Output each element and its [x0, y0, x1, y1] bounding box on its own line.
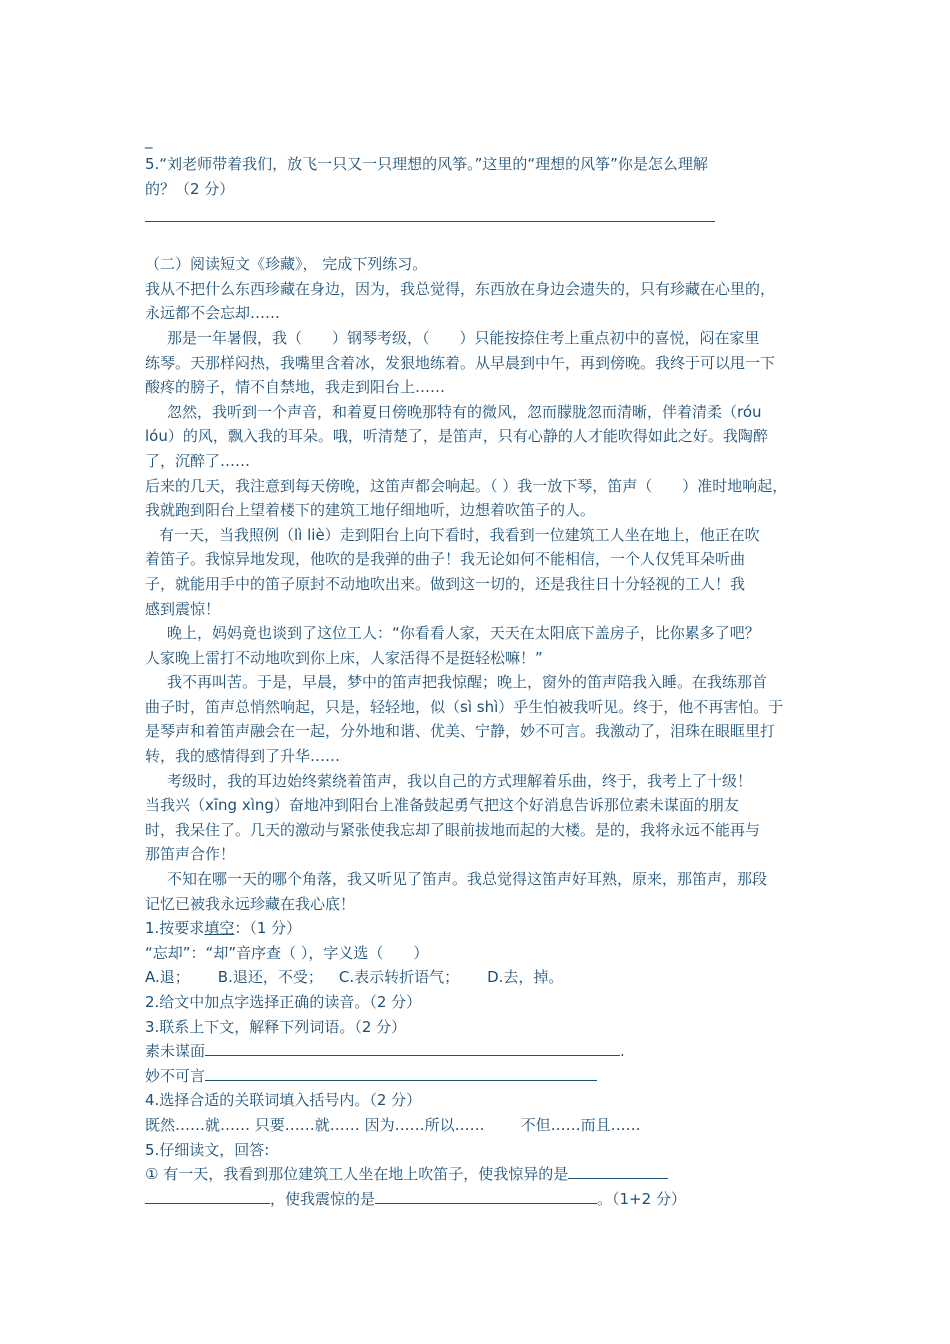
- passage-line: 转，我的感情得到了升华……: [145, 747, 341, 766]
- passage-line: 我从不把什么东西珍藏在身边，因为，我总觉得，东西放在身边会遗失的，只有珍藏在心里的，: [145, 279, 776, 298]
- passage-line: 记忆已被我永远珍藏在我心底！: [145, 894, 356, 913]
- q3-item1: [145, 1039, 821, 1064]
- passage-line: 子，就能用手中的笛子原封不动地吹出来。做到这一切的，还是我往日十分轻视的工人！我: [145, 574, 746, 593]
- q5a-answer-line[interactable]: [145, 201, 715, 222]
- passage-line: 我不再叫苦。于是，早晨，梦中的笛声把我惊醒；晚上，窗外的笛声陪我入睡。在我练那首: [167, 673, 768, 692]
- q5-title: 5.仔细读文，回答:: [145, 1140, 270, 1159]
- passage-line: 那笛声合作！: [145, 845, 236, 864]
- passage-line: 人家晚上雷打不动地吹到你上床，人家活得不是挺轻松嘛！”: [145, 648, 543, 667]
- passage-line: 是琴声和着笛声融会在一起，分外地和谐、优美、宁静，妙不可言。我激动了，泪珠在眼眶里打: [145, 722, 776, 741]
- passage-line: 考级时，我的耳边始终萦绕着笛声，我以自己的方式理解着乐曲，终于，我考上了十级！: [167, 771, 753, 790]
- passage-line: 有一天，当我照例（lì liè）走到阳台上向下看时，我看到一位建筑工人坐在地上，他正在吹: [159, 525, 760, 544]
- passage-line: 忽然，我听到一个声音，和着夏日傍晚那特有的微风，忽而朦胧忽而清晰，伴着清柔（róu: [167, 402, 762, 421]
- q1-option-d: D.去，掉。: [487, 968, 564, 987]
- passage-line: 了，沉醉了……: [145, 451, 251, 470]
- q3-term1-end: .: [620, 1042, 625, 1061]
- passage: [145, 277, 821, 916]
- q1-option-a: A.退；: [145, 968, 190, 987]
- q4-word-3: 因为……所以……: [364, 1115, 485, 1134]
- passage-line: 着笛子。我惊异地发现，他吹的是我弹的曲子！我无论如何不能相信，一个人仅凭耳朵听曲: [145, 550, 746, 569]
- q5-1-mid: ，使我震惊的是: [270, 1189, 376, 1208]
- passage-line: 不知在哪一天的哪个角落，我又听见了笛声。我总觉得这笛声好耳熟，原来，那笛声，那段: [167, 870, 768, 889]
- q1-underlined: 填空: [204, 919, 235, 938]
- q5-1-answer-a-cont[interactable]: [145, 1187, 270, 1204]
- q1-title: [145, 916, 821, 941]
- passage-line: 曲子时，笛声总悄然响起，只是，轻轻地，似（sì shì）乎生怕被我听见。终于，他不再害怕。于: [145, 697, 784, 716]
- passage-line: 晚上，妈妈竟也谈到了这位工人：“你看看人家，天天在太阳底下盖房子，比你累多了吧？: [167, 624, 760, 643]
- q5-1-line2: [145, 1187, 821, 1212]
- passage-line: 时，我呆住了。几天的激动与紧张使我忘却了眼前拔地而起的大楼。是的，我将永远不能再与: [145, 820, 761, 839]
- passage-line: 感到震惊！: [145, 599, 221, 618]
- q1-suffix: ：（1 分）: [234, 919, 302, 938]
- q5-1-line1: [145, 1162, 821, 1187]
- q4-title: 4.选择合适的关联词填入括号内。（2 分）: [145, 1091, 422, 1110]
- q1-prefix: 1.按要求: [145, 919, 205, 938]
- passage-line: lóu）的风，飘入我的耳朵。哦，听清楚了，是笛声，只有心静的人才能吹得如此之好。我陶醉: [145, 427, 768, 446]
- q4-words: [145, 1113, 821, 1138]
- passage-line: 永远都不会忘却……: [145, 304, 281, 323]
- q1-line2: “忘却”：“却”音序查（ ），字义选（ ）: [145, 943, 429, 962]
- q5-1-answer-a[interactable]: [568, 1162, 668, 1179]
- q4-word-4: 不但……而且……: [520, 1115, 641, 1134]
- q1-option-b: B.退还，不受；: [217, 968, 323, 987]
- passage-line: 那是一年暑假，我（ ）钢琴考级，（ ）只能按捺住考上重点初中的喜悦，闷在家里: [167, 328, 760, 347]
- passage-line: 后来的几天，我注意到每天傍晚，这笛声都会响起。（ ）我一放下琴，笛声（ ）准时地响起，: [145, 476, 788, 495]
- spacer: [145, 226, 821, 252]
- q3-item2: [145, 1064, 821, 1089]
- passage-line: 酸疼的膀子，情不自禁地，我走到阳台上……: [145, 378, 446, 397]
- q1-option-c: C.表示转折语气；: [338, 968, 460, 987]
- q3-term2-answer[interactable]: [205, 1064, 597, 1081]
- q3-term2: 妙不可言: [145, 1066, 206, 1085]
- q3-title: 3.联系上下文，解释下列词语。（2 分）: [145, 1017, 407, 1036]
- q5a-line1: 5.“刘老师带着我们，放飞一只又一只理想的风筝。”这里的“理想的风筝”你是怎么理解: [145, 155, 708, 173]
- q5-1-answer-b[interactable]: [375, 1187, 597, 1204]
- page-content: [145, 128, 821, 1211]
- q5a-line2: 的？（2 分）: [145, 179, 235, 198]
- q3-term1-answer[interactable]: [205, 1039, 620, 1056]
- section2-title: （二）阅读短文《珍藏》， 完成下列练习。: [145, 255, 428, 274]
- passage-line: 当我兴（xīng xìng）奋地冲到阳台上准备鼓起勇气把这个好消息告诉那位素未谋面的朋友: [145, 796, 739, 815]
- top-mark: _: [145, 131, 153, 149]
- passage-line: 我就跑到阳台上望着楼下的建筑工地仔细地听，边想着吹笛子的人。: [145, 501, 596, 520]
- q3-term1: 素未谋面: [145, 1042, 206, 1061]
- q1-options: [145, 965, 821, 990]
- q2-title: 2.给文中加点字选择正确的读音。（2 分）: [145, 993, 422, 1011]
- q4-word-2: 只要……就……: [254, 1115, 360, 1134]
- q5-1-end: 。（1+2 分）: [597, 1189, 686, 1208]
- q5-1-text: ① 有一天，我看到那位建筑工人坐在地上吹笛子，使我惊异的是: [145, 1165, 569, 1184]
- q4-word-1: 既然……就……: [145, 1115, 251, 1134]
- passage-line: 练琴。天那样闷热，我嘴里含着冰，发狠地练着。从早晨到中午，再到傍晚。我终于可以甩一下: [145, 353, 776, 372]
